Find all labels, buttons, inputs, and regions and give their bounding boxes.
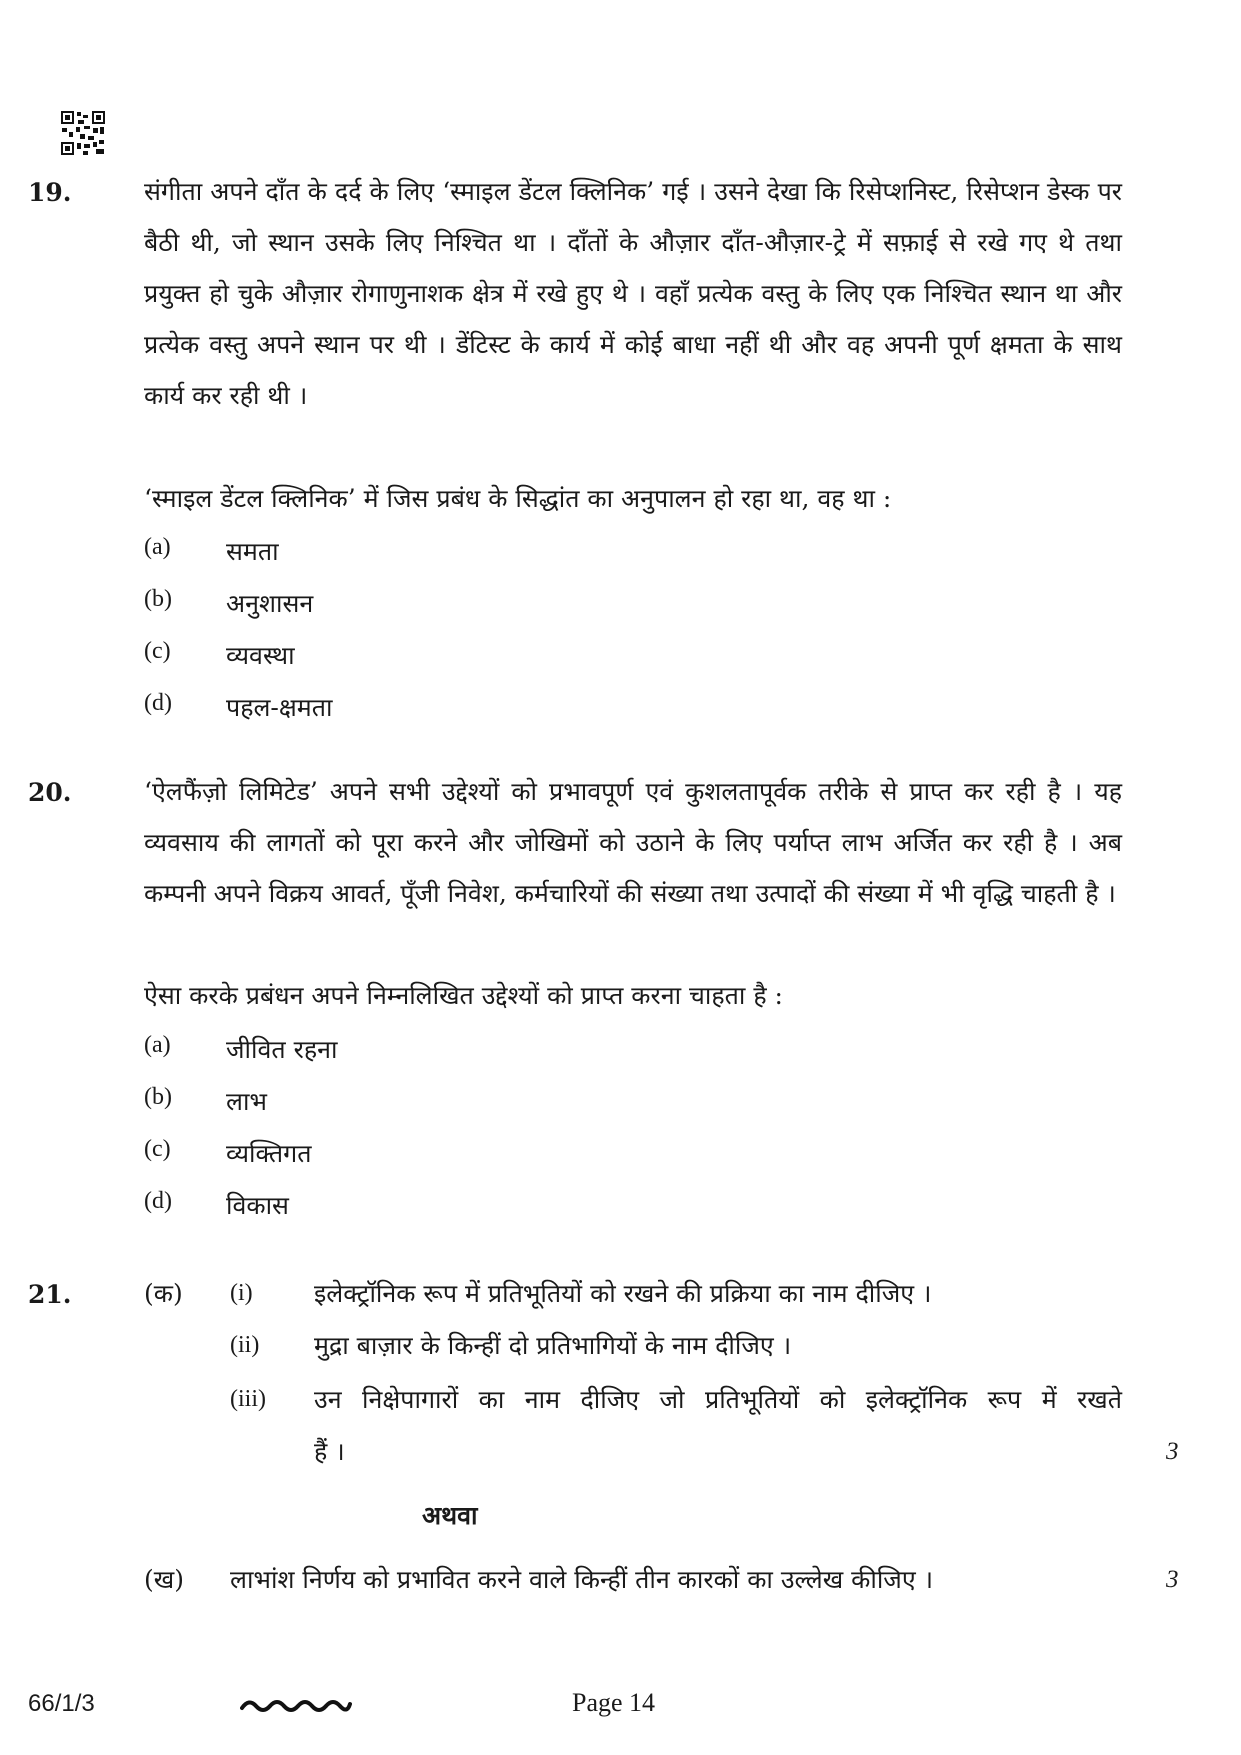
qr-code-icon <box>60 110 106 156</box>
tilde-decoration-icon <box>240 1696 352 1716</box>
question-21-part-b-marks: 3 <box>1166 1566 1179 1593</box>
question-21-part-a-marks: 3 <box>1166 1438 1179 1465</box>
page-number: Page 14 <box>572 1688 656 1717</box>
question-21-or-text: अथवा <box>422 1501 478 1530</box>
question-21-subpart-iii-text-line1: उन निक्षेपागारों का नाम दीजिए जो प्रतिभूतियों को इलेक्ट्रॉनिक रूप में रखते <box>314 1385 1122 1414</box>
question-21-number: 21. <box>28 1280 72 1309</box>
question-21-subpart-iii-label: (iii) <box>230 1386 266 1412</box>
question-21-part-b-label: (ख) <box>144 1565 184 1594</box>
question-21-subpart-iii-text-line2: हैं । <box>314 1437 345 1466</box>
question-21-part-b-text: लाभांश निर्णय को प्रभावित करने वाले किन्हीं तीन कारकों का उल्लेख कीजिए । <box>230 1565 934 1594</box>
question-19-number: 19. <box>28 178 72 207</box>
question-21-subpart-i-text: इलेक्ट्रॉनिक रूप में प्रतिभूतियों को रखने की प्रक्रिया का नाम दीजिए । <box>314 1279 932 1308</box>
question-21-subpart-ii-text: मुद्रा बाज़ार के किन्हीं दो प्रतिभागियों के नाम दीजिए । <box>314 1331 792 1360</box>
paper-code: 66/1/3 <box>28 1690 95 1717</box>
question-21-subpart-ii-label: (ii) <box>230 1332 260 1358</box>
question-19-stem: ‘स्माइल डेंटल क्लिनिक’ में जिस प्रबंध के सिद्धांत का अनुपालन हो रहा था, वह था : <box>144 484 892 513</box>
question-19-passage: संगीता अपने दाँत के दर्द के लिए ‘स्माइल डेंटल क्लिनिक’ गई । उसने देखा कि रिसेप्शनिस्ट, रिसेप्शन डेस्क पर बैठी थी, जो स्थान उसके लिए निश्चित था । दाँतों के औज़ार दाँत-औज़ार-ट्रे में सफ़ाई से रखे गए थे तथा प्रयुक्त हो चुके औज़ार रोगाणुनाशक क्षेत्र में रखे हुए थे । वहाँ प्रत्येक वस्तु के लिए एक निश्चित स्थान था और प्रत्येक वस्तु अपने स्थान पर थी । डेंटिस्ट के कार्य में कोई बाधा नहीं थी और वह अपनी पूर्ण क्षमता के साथ कार्य कर रही थी । <box>144 177 1122 410</box>
question-21-subpart-i-label: (i) <box>230 1280 253 1306</box>
question-20-passage: ‘ऐलफैंज़ो लिमिटेड’ अपने सभी उद्देश्यों को प्रभावपूर्ण एवं कुशलतापूर्वक तरीके से प्राप्त कर रही है । यह व्यवसाय की लागतों को पूरा करने और जोखिमों को उठाने के लिए पर्याप्त लाभ अर्जित कर रही है । अब कम्पनी अपने विक्रय आवर्त, पूँजी निवेश, कर्मचारियों की संख्या तथा उत्पादों की संख्या में भी वृद्धि चाहती है । <box>144 777 1122 908</box>
question-20-stem: ऐसा करके प्रबंधन अपने निम्नलिखित उद्देश्यों को प्राप्त करना चाहता है : <box>144 981 783 1010</box>
question-20-number: 20. <box>28 778 72 807</box>
question-21-part-a-label: (क) <box>144 1279 183 1308</box>
